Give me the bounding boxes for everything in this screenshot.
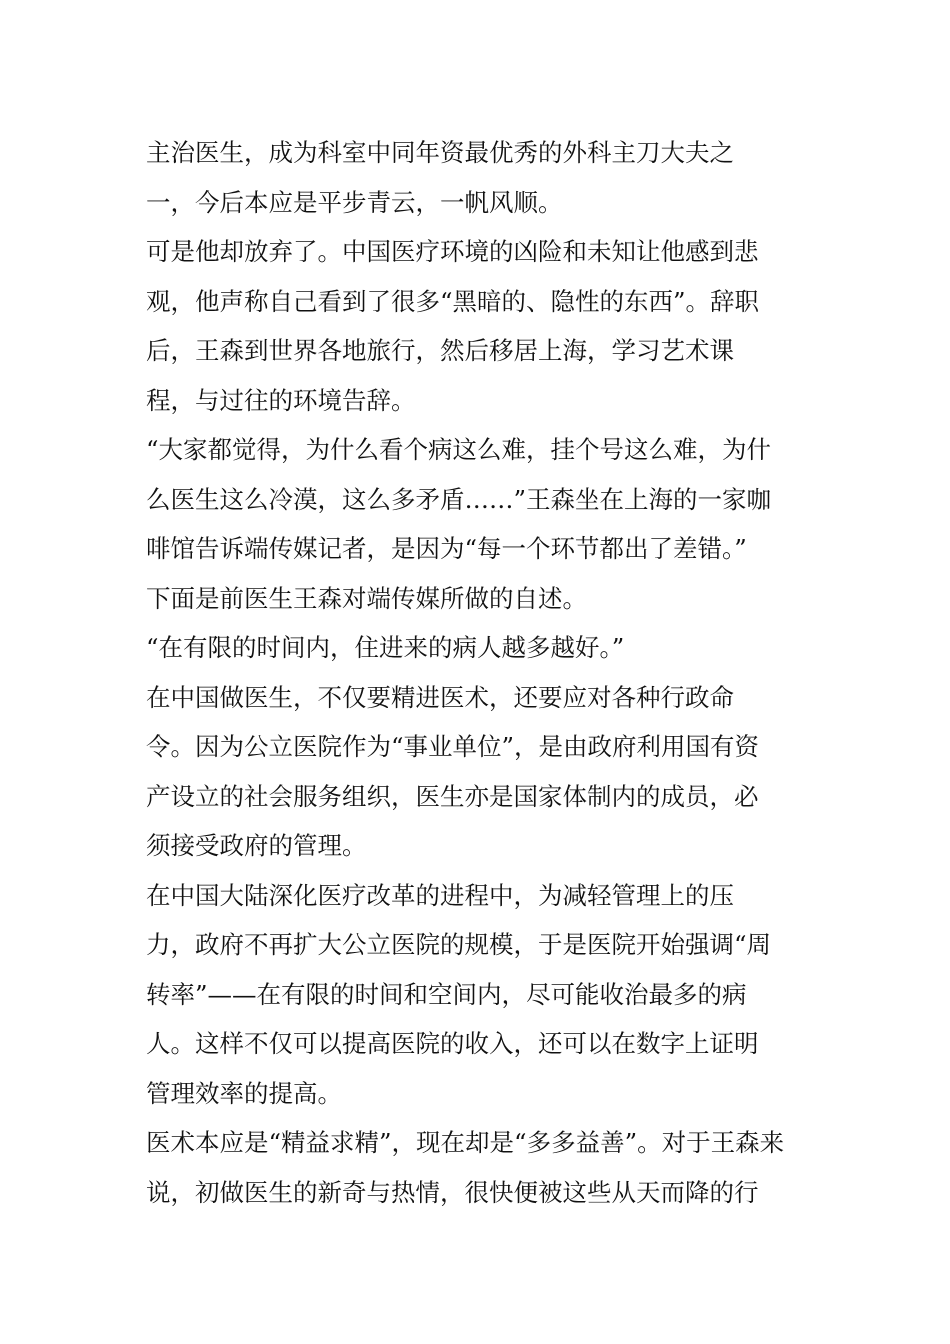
text-line: 说，初做医生的新奇与热情，很快便被这些从天而降的行	[146, 1177, 759, 1207]
text-line: 须接受政府的管理。	[146, 831, 367, 860]
text-line: “在有限的时间内，住进来的病人越多越好。”	[146, 633, 625, 662]
text-line: 主治医生，成为科室中同年资最优秀的外科主刀大夫之	[146, 138, 734, 167]
text-line: 程，与过往的环境告辞。	[146, 385, 416, 415]
text-line: 在中国大陆深化医疗改革的进程中，为减轻管理上的压	[146, 880, 734, 910]
text-line: “大家都觉得，为什么看个病这么难，挂个号这么难，为什	[146, 435, 772, 464]
text-line: 啡馆告诉端传媒记者，是因为“每一个环节都出了差错。”	[146, 534, 747, 563]
text-line: 一，今后本应是平步青云，一帆风顺。	[146, 187, 563, 217]
text-line: 人。这样不仅可以提高医院的收入，还可以在数字上证明	[146, 1029, 759, 1058]
text-line: 下面是前医生王森对端传媒所做的自述。	[146, 583, 587, 613]
text-line: 力，政府不再扩大公立医院的规模，于是医院开始强调“周	[146, 930, 772, 959]
text-line: 医术本应是“精益求精”，现在却是“多多益善”。对于王森来	[146, 1128, 785, 1157]
text-line: 么医生这么冷漠，这么多矛盾……”王森坐在上海的一家咖	[146, 484, 772, 514]
text-line: 转率”——在有限的时间和空间内，尽可能收治最多的病	[146, 979, 747, 1009]
text-line: 可是他却放弃了。中国医疗环境的凶险和未知让他感到悲	[146, 237, 759, 266]
text-line: 在中国做医生，不仅要精进医术，还要应对各种行政命	[146, 682, 734, 712]
text-line: 后，王森到世界各地旅行，然后移居上海，学习艺术课	[146, 336, 734, 365]
text-line: 管理效率的提高。	[146, 1078, 342, 1108]
text-line: 观，他声称自己看到了很多“黑暗的、隐性的东西”。辞职	[146, 286, 760, 316]
article-text	[146, 128, 816, 1217]
text-line: 产设立的社会服务组织，医生亦是国家体制内的成员，必	[146, 781, 759, 811]
text-line: 令。因为公立医院作为“事业单位”，是由政府利用国有资	[146, 732, 760, 761]
